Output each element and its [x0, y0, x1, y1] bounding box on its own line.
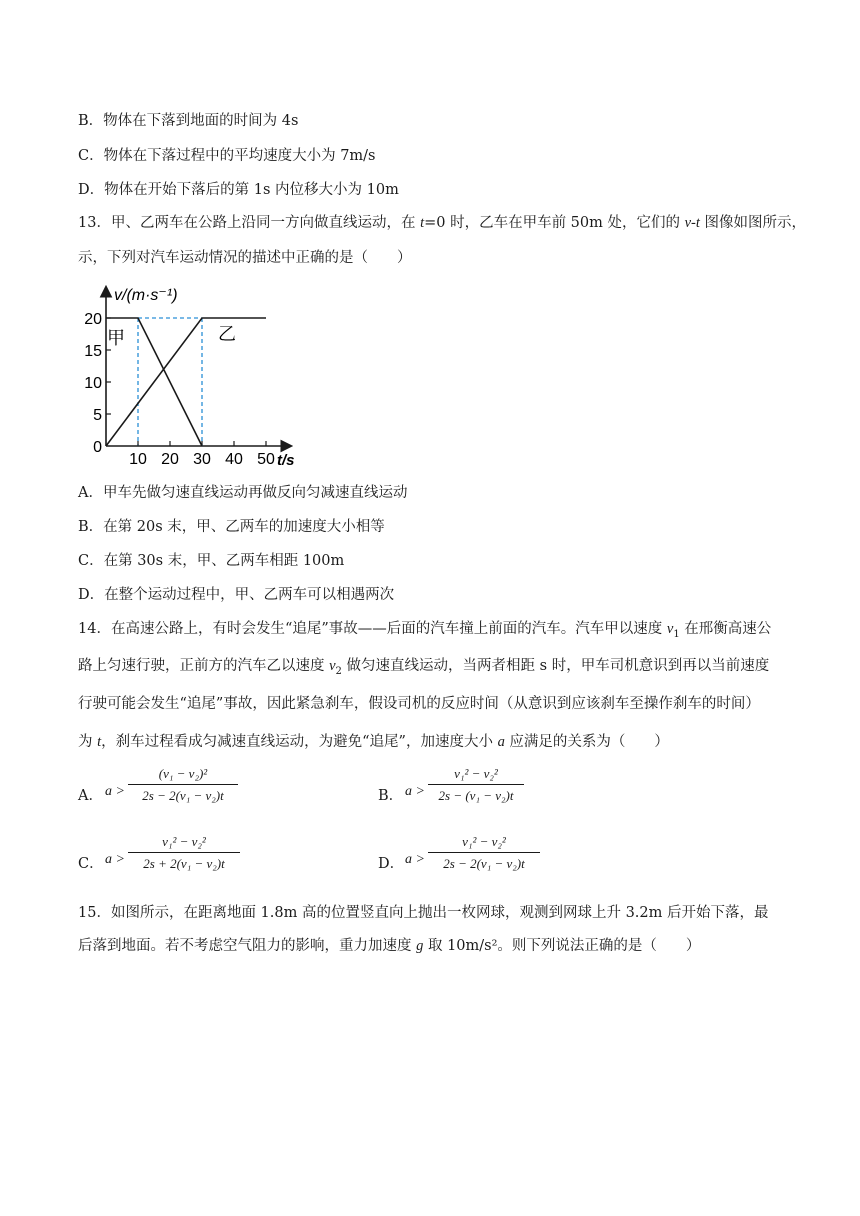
q12-option-b: B．物体在下落到地面的时间为 4s — [78, 113, 299, 129]
x-axis-label: t/s — [277, 452, 295, 468]
x-tick-label: 40 — [225, 451, 243, 468]
y-tick-label: 0 — [93, 439, 102, 456]
y-tick-label: 15 — [84, 343, 102, 360]
option-label: C． — [78, 856, 104, 872]
q14-option-c-lhs: a > — [105, 852, 125, 867]
x-tick-label: 10 — [129, 451, 147, 468]
q13-option-d: D．在整个运动过程中，甲、乙两车可以相遇两次 — [78, 587, 395, 603]
q14-option-d-lhs: a > — [405, 852, 425, 867]
numerator: v₁² − v₂² — [162, 834, 206, 849]
q14-option-a-lhs: a > — [105, 784, 125, 799]
q13-stem-line1: 13．甲、乙两车在公路上沿同一方向做直线运动，在 t=0 时，乙车在甲车前 50m 处，它们的 v-t 图像如图所示， — [78, 215, 807, 231]
denominator: 2s − 2(v₁ − v₂)t — [443, 856, 525, 871]
y-tick-label: 20 — [84, 311, 102, 328]
q14-stem-line4: 为 t，刹车过程看成匀减速直线运动，为避免“追尾”，加速度大小 a 应满足的关系为（ ） — [78, 734, 669, 750]
q14-option-c-fraction — [128, 834, 240, 872]
y-tick-label: 10 — [84, 375, 102, 392]
series-line-yi — [106, 318, 266, 446]
denominator: 2s − (v₁ − v₂)t — [438, 788, 514, 803]
q13-option-a: A．甲车先做匀速直线运动再做反向匀减速直线运动 — [78, 485, 408, 501]
series-label-jia: 甲 — [107, 328, 125, 348]
q14-option-b — [378, 784, 403, 805]
q14-option-d-fraction — [428, 834, 540, 872]
option-label: B． — [378, 788, 404, 804]
q14-option-d — [378, 852, 404, 873]
q14-option-a-fraction — [128, 766, 238, 804]
q12-option-c: C．物体在下落过程中的平均速度大小为 7m/s — [78, 148, 376, 164]
q14-option-a — [78, 784, 103, 805]
numerator: v₁² − v₂² — [462, 834, 506, 849]
denominator: 2s + 2(v₁ − v₂)t — [143, 856, 225, 871]
q14-option-c — [78, 852, 104, 873]
y-tick-label: 5 — [93, 407, 102, 424]
numerator: (v₁ − v₂)² — [158, 766, 208, 781]
option-label: D． — [378, 856, 405, 872]
x-tick-label: 20 — [161, 451, 179, 468]
q14-stem-line1: 14．在高速公路上，有时会发生“追尾”事故——后面的汽车撞上前面的汽车。汽车甲以速度 $v_1$ 在邢衡高速公 — [78, 621, 772, 640]
x-tick-label: 50 — [257, 451, 275, 468]
vt-graph — [80, 282, 300, 468]
q14-option-b-lhs: a > — [405, 784, 425, 799]
q13-option-c: C．在第 30s 末，甲、乙两车相距 100m — [78, 553, 345, 569]
q12-option-d: D．物体在开始下落后的第 1s 内位移大小为 10m — [78, 182, 399, 198]
q13-option-b: B．在第 20s 末，甲、乙两车的加速度大小相等 — [78, 519, 385, 535]
y-axis-label: v/(m·s⁻¹) — [114, 287, 178, 304]
q14-stem-line2: 路上匀速行驶，正前方的汽车乙以速度 $v_2$ 做匀速直线运动，当两者相距 s 时，甲车司机意识到再以当前速度 — [78, 658, 770, 677]
q15-stem-line2: 后落到地面。若不考虑空气阻力的影响，重力加速度 g 取 10m/s²。则下列说法正确的是（ ） — [78, 938, 701, 954]
q14-option-b-fraction — [428, 766, 524, 804]
q15-stem-line1: 15．如图所示，在距离地面 1.8m 高的位置竖直向上抛出一枚网球，观测到网球上升 3.2m 后开始下落，最 — [78, 905, 769, 921]
denominator: 2s − 2(v₁ − v₂)t — [142, 788, 224, 803]
x-tick-label: 30 — [193, 451, 211, 468]
q13-stem-line2: 示，下列对汽车运动情况的描述中正确的是（ ） — [78, 250, 412, 266]
numerator: v₁² − v₂² — [454, 766, 498, 781]
series-label-yi: 乙 — [218, 324, 236, 344]
option-label: A． — [78, 788, 103, 804]
q14-stem-line3: 行驶可能会发生“追尾”事故，因此紧急刹车，假设司机的反应时间（从意识到应该刹车至操作刹车的时间） — [78, 696, 760, 712]
